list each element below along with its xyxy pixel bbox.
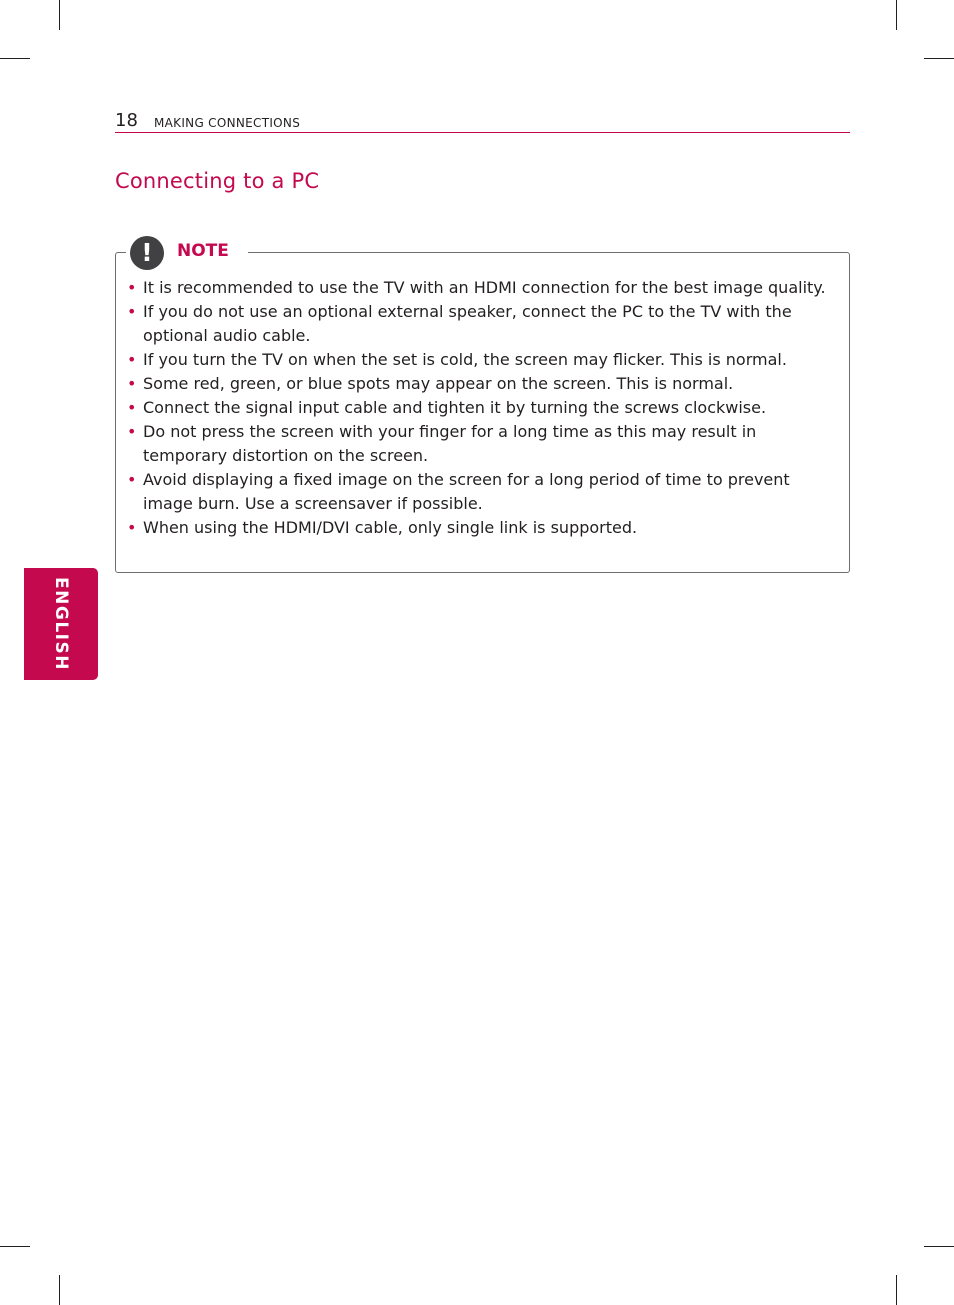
- bullet-icon: •: [127, 278, 137, 297]
- bullet-icon: •: [127, 470, 137, 489]
- page-title: Connecting to a PC: [115, 169, 320, 193]
- list-item-text: Some red, green, or blue spots may appear on the screen. This is normal.: [143, 374, 734, 393]
- list-item: [127, 420, 839, 468]
- exclamation-icon: !: [130, 236, 164, 270]
- list-item-text: If you turn the TV on when the set is cold, the screen may flicker. This is normal.: [143, 350, 787, 369]
- list-item-text: Connect the signal input cable and tighten it by turning the screws clockwise.: [143, 398, 767, 417]
- list-item: [127, 468, 839, 516]
- bullet-icon: •: [127, 398, 137, 417]
- crop-mark-bottom-right-vertical: [896, 1275, 897, 1305]
- bullet-icon: •: [127, 350, 137, 369]
- list-item-text: Do not press the screen with your finger for a long time as this may result in temporary distortion on the screen.: [143, 422, 757, 465]
- crop-mark-top-left-horizontal: [0, 58, 30, 59]
- crop-mark-bottom-right-horizontal: [924, 1246, 954, 1247]
- page-number: 18: [115, 110, 138, 131]
- list-item: [127, 372, 839, 396]
- list-item: [127, 276, 839, 300]
- list-item-text: When using the HDMI/DVI cable, only single link is supported.: [143, 518, 638, 537]
- crop-mark-bottom-left-vertical: [59, 1275, 60, 1305]
- language-tab-label: ENGLISH: [51, 577, 71, 671]
- section-title: MAKING CONNECTIONS: [154, 116, 301, 130]
- crop-mark-top-left-vertical: [59, 0, 60, 30]
- crop-mark-top-right-horizontal: [924, 58, 954, 59]
- list-item-text: Avoid displaying a fixed image on the screen for a long period of time to prevent image burn. Use a screensaver if possible.: [143, 470, 790, 513]
- list-item-text: If you do not use an optional external speaker, connect the PC to the TV with the optional audio cable.: [143, 302, 792, 345]
- bullet-icon: •: [127, 374, 137, 393]
- note-list: [127, 276, 839, 540]
- list-item: [127, 300, 839, 348]
- list-item: [127, 396, 839, 420]
- bullet-icon: •: [127, 422, 137, 441]
- list-item-text: It is recommended to use the TV with an HDMI connection for the best image quality.: [143, 278, 826, 297]
- list-item: [127, 516, 839, 540]
- list-item: [127, 348, 839, 372]
- note-label: NOTE: [177, 241, 229, 261]
- crop-mark-bottom-left-horizontal: [0, 1246, 30, 1247]
- page-header: [115, 110, 850, 133]
- bullet-icon: •: [127, 302, 137, 321]
- crop-mark-top-right-vertical: [896, 0, 897, 30]
- bullet-icon: •: [127, 518, 137, 537]
